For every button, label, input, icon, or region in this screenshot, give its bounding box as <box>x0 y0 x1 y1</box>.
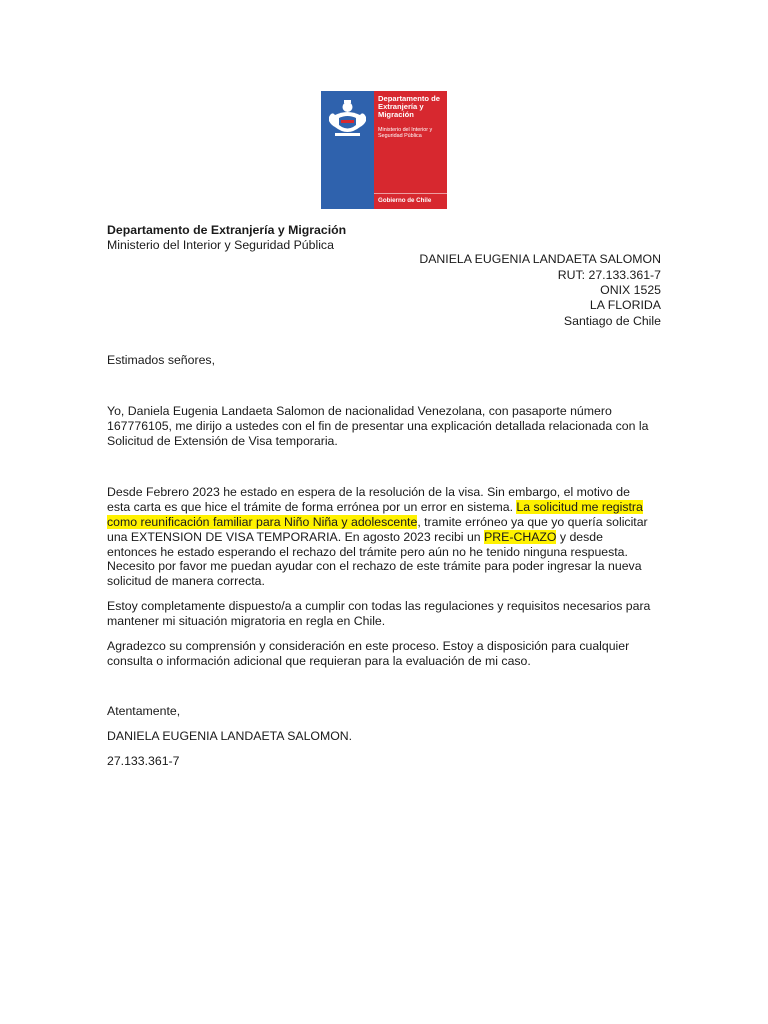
commitment-line-1: Estoy completamente dispuesto/a a cumplir con todas las regulaciones y requisitos necesarios para <box>107 599 651 613</box>
government-logo <box>321 91 447 209</box>
body-line-2-text: esta carta es que hice el trámite de forma errónea por un error en sistema. <box>107 500 517 514</box>
logo-blue-panel <box>321 91 374 209</box>
recipient-org-name: Departamento de Extranjería y Migración <box>107 223 347 237</box>
logo-ministry: Ministerio del Interior y Seguridad Pública <box>378 127 433 139</box>
body-line-3 <box>107 515 648 530</box>
logo-footer: Gobierno de Chile <box>378 197 432 204</box>
sender-street: ONIX 1525 <box>600 283 661 297</box>
closing: Atentamente, <box>107 704 181 718</box>
signature-rut: 27.133.361-7 <box>107 754 180 768</box>
sender-city: Santiago de Chile <box>563 314 661 328</box>
body-line-6: Necesito por favor me puedan ayudar con el rechazo de este trámite para poder ingresar la nueva <box>107 559 642 573</box>
thanks-line-2: consulta o información adicional que requieran para la evaluación de mi caso. <box>107 654 531 668</box>
commitment-line-2: mantener mi situación migratoria en regla en Chile. <box>107 614 386 628</box>
sender-rut: RUT: 27.133.361-7 <box>557 268 661 282</box>
body-line-4-tail: y desde <box>556 530 603 544</box>
body-line-3-text: , tramite erróneo ya que yo quería solicitar <box>417 515 648 529</box>
coat-of-arms-icon <box>327 97 368 139</box>
salutation: Estimados señores, <box>107 353 215 367</box>
recipient-ministry: Ministerio del Interior y Seguridad Pública <box>107 238 334 252</box>
thanks-line-1: Agradezco su comprensión y consideración en este proceso. Estoy a disposición para cualquier <box>107 639 630 653</box>
sender-district: LA FLORIDA <box>589 298 661 312</box>
highlight-registration: La solicitud me registra <box>516 500 643 514</box>
body-line-7: solicitud de manera correcta. <box>107 574 265 588</box>
logo-divider <box>374 193 447 194</box>
sender-name: DANIELA EUGENIA LANDAETA SALOMON <box>419 252 661 266</box>
body-line-1: Desde Febrero 2023 he estado en espera de la resolución de la visa. Sin embargo, el motivo de <box>107 485 630 499</box>
body-line-2 <box>107 500 643 515</box>
body-line-5: entonces he estado esperando el rechazo del trámite pero aún no he tenido ninguna respuesta. <box>107 545 628 559</box>
body-line-4 <box>107 530 603 545</box>
signature-name: DANIELA EUGENIA LANDAETA SALOMON. <box>107 729 353 743</box>
logo-title: Departamento de Extranjería y Migración <box>378 94 441 119</box>
intro-line-1: Yo, Daniela Eugenia Landaeta Salomon de nacionalidad Venezolana, con pasaporte número <box>107 404 612 418</box>
highlight-prechazo: PRE-CHAZO <box>484 530 557 544</box>
intro-line-2: 167776105, me dirijo a ustedes con el fin de presentar una explicación detallada relacionada con la <box>107 419 649 433</box>
highlight-reunification: como reunificación familiar para Niño Niña y adolescente <box>107 515 418 529</box>
logo-red-panel <box>374 91 447 209</box>
intro-line-3: Solicitud de Extensión de Visa temporaria. <box>107 434 338 448</box>
body-line-4-text: una EXTENSION DE VISA TEMPORARIA. En agosto 2023 recibi un <box>107 530 485 544</box>
